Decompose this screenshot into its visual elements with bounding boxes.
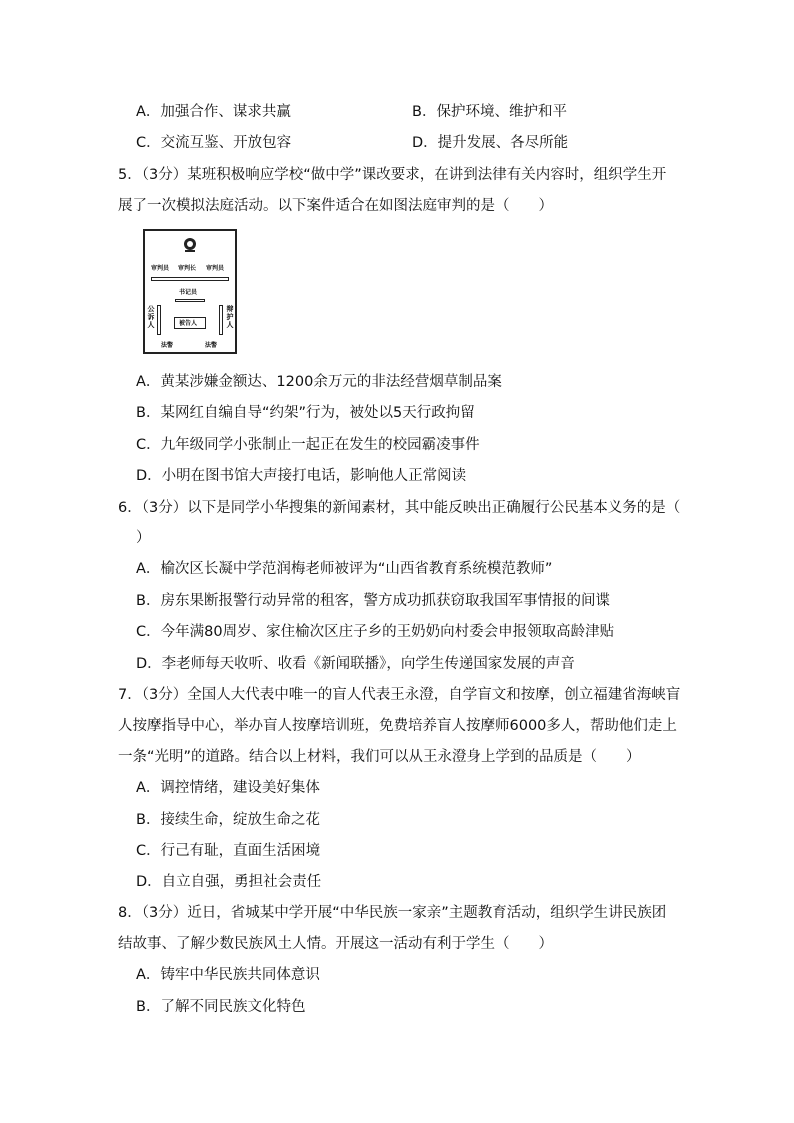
q6-stem-line-1: 6．（3分）以下是同学小华搜集的新闻素材，其中能反映出正确履行公民基本义务的是（ bbox=[118, 500, 681, 516]
q4-option-c: C．交流互鉴、开放包容 bbox=[136, 135, 292, 151]
q7-stem-line-1: 7．（3分）全国人大代表中唯一的盲人代表王永澄，自学盲文和按摩，创立福建省海峡盲 bbox=[118, 687, 681, 703]
defender-desk bbox=[219, 305, 223, 335]
judge-right-label: 审判员 bbox=[206, 265, 225, 272]
q5-option-a: A．黄某涉嫌金额达、1200余万元的非法经营烟草制品案 bbox=[136, 374, 502, 390]
q4-option-b: B．保护环境、维护和平 bbox=[412, 104, 567, 120]
courtroom-diagram bbox=[143, 229, 237, 354]
clerk-desk bbox=[175, 299, 205, 302]
q8-option-b: B．了解不同民族文化特色 bbox=[136, 999, 306, 1015]
judge-left-label: 审判员 bbox=[151, 265, 170, 272]
q6-stem-line-2: ） bbox=[136, 530, 151, 546]
q6-option-c: C．今年满80周岁、家住榆次区庄子乡的王奶奶向村委会申报领取高龄津贴 bbox=[136, 624, 615, 640]
national-emblem-icon bbox=[182, 237, 198, 253]
judges-bench bbox=[151, 277, 229, 281]
bailiff-left-label: 法警 bbox=[161, 342, 174, 349]
q5-option-c: C．九年级同学小张制止一起正在发生的校园霸凌事件 bbox=[136, 437, 480, 453]
chief-judge-label: 审判长 bbox=[178, 265, 197, 272]
q6-option-a: A．榆次区长凝中学范润梅老师被评为“山西省教育系统模范教师” bbox=[136, 561, 553, 577]
q5-stem-line-1: 5．（3分）某班积极响应学校“做中学”课改要求，在讲到法律有关内容时，组织学生开 bbox=[118, 167, 667, 183]
bailiff-right-label: 法警 bbox=[205, 342, 218, 349]
q7-option-d: D．自立自强，勇担社会责任 bbox=[136, 874, 322, 890]
q7-option-b: B．接续生命，绽放生命之花 bbox=[136, 812, 320, 828]
q5-option-d: D．小明在图书馆大声接打电话，影响他人正常阅读 bbox=[136, 468, 467, 484]
defendant-label: 被告人 bbox=[179, 320, 198, 327]
q7-option-c: C．行己有耻，直面生活困境 bbox=[136, 843, 321, 859]
q8-stem-line-1: 8．（3分）近日，省城某中学开展“中华民族一家亲”主题教育活动，组织学生讲民族团 bbox=[118, 905, 667, 921]
q8-stem-line-2: 结故事、了解少数民族风土人情。开展这一活动有利于学生（ ） bbox=[118, 936, 553, 952]
q6-option-d: D．李老师每天收听、收看《新闻联播》，向学生传递国家发展的声音 bbox=[136, 656, 575, 672]
q7-option-a: A．调控情绪，建设美好集体 bbox=[136, 780, 320, 796]
q4-option-d: D．提升发展、各尽所能 bbox=[412, 135, 569, 151]
q7-stem-line-3: 一条“光明”的道路。结合以上材料，我们可以从王永澄身上学到的品质是（ ） bbox=[118, 749, 641, 765]
defender-label: 辩护人 bbox=[226, 305, 234, 329]
prosecutor-desk bbox=[157, 305, 161, 335]
q7-stem-line-2: 人按摩指导中心，举办盲人按摩培训班，免费培养盲人按摩师6000多人，帮助他们走上 bbox=[118, 718, 677, 734]
q6-option-b: B．房东果断报警行动异常的租客，警方成功抓获窃取我国军事情报的间谍 bbox=[136, 593, 610, 609]
clerk-label: 书记员 bbox=[179, 289, 198, 296]
q8-option-a: A．铸牢中华民族共同体意识 bbox=[136, 967, 320, 983]
prosecutor-label: 公诉人 bbox=[147, 305, 155, 329]
q5-option-b: B．某网红自编自导“约架”行为，被处以5天行政拘留 bbox=[136, 405, 475, 421]
q4-option-a: A．加强合作、谋求共赢 bbox=[136, 104, 291, 120]
q5-stem-line-2: 展了一次模拟法庭活动。以下案件适合在如图法庭审判的是（ ） bbox=[118, 198, 553, 214]
